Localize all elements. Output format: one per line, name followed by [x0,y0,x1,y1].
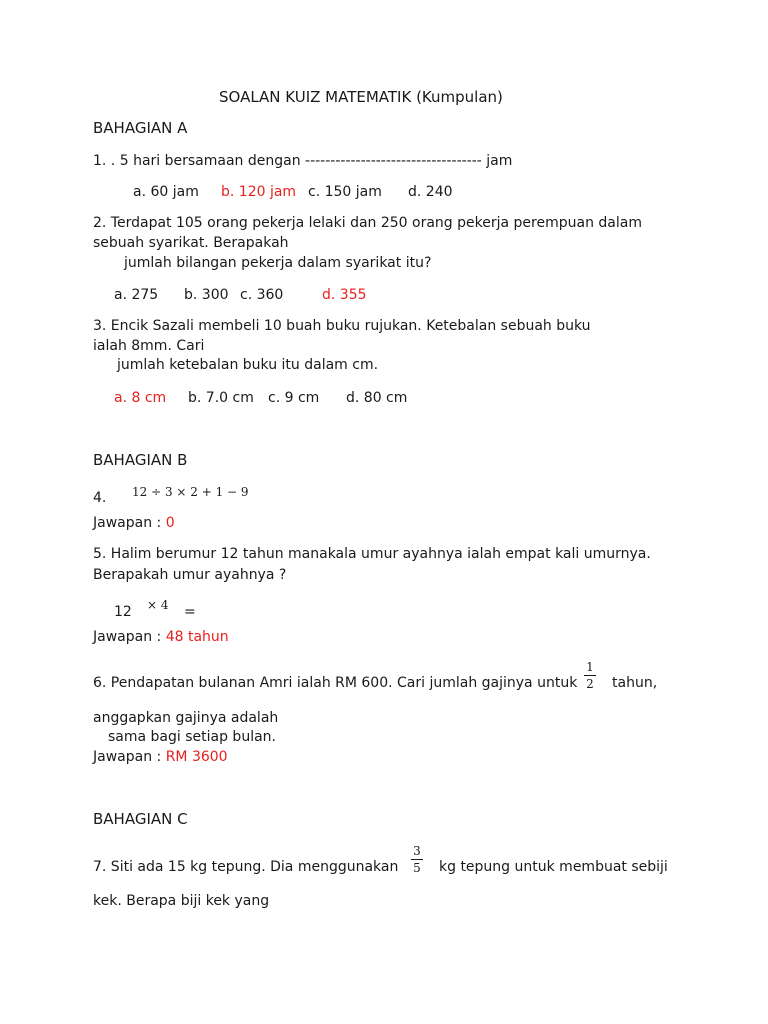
q5-expr-left: 12 [114,604,132,620]
q7-fraction-denominator: 5 [413,861,421,875]
q6-fraction-bar [584,675,596,676]
q4-expression: 12 ÷ 3 × 2 + 1 − 9 [132,485,249,499]
q5-expr-eq: = [184,604,196,620]
q6-line1-end: tahun, [612,675,658,691]
q2-line1: 2. Terdapat 105 orang pekerja lelaki dan 250 orang pekerja perempuan dalam [93,215,642,231]
q5-line1: 5. Halim berumur 12 tahun manakala umur ayahnya ialah empat kali umurnya. [93,546,651,562]
q5-answer: 48 tahun [165,629,229,645]
section-b-heading: BAHAGIAN B [93,451,188,469]
q7-line1-end: kg tepung untuk membuat sebiji [439,859,668,875]
q3-option-b: b. 7.0 cm [188,390,254,406]
q2-option-a: a. 275 [114,287,159,303]
q3-option-d: d. 80 cm [346,390,408,406]
q5-expr-op: × 4 [147,598,169,612]
q4-answer-label: Jawapan : [93,515,166,531]
q5-line2: Berapakah umur ayahnya ? [93,567,287,583]
q3-line2: ialah 8mm. Cari [93,338,205,354]
q2-line2: sebuah syarikat. Berapakah [93,235,289,251]
q1-option-a: a. 60 jam [133,184,199,200]
q4-answer-row [93,514,175,532]
q6-line1: 6. Pendapatan bulanan Amri ialah RM 600. Cari jumlah gajinya untuk [93,675,578,691]
q7-fraction [411,844,423,875]
q3-line1: 3. Encik Sazali membeli 10 buah buku rujukan. Ketebalan sebuah buku [93,318,591,334]
q6-fraction-numerator: 1 [586,660,594,674]
q6-answer-label: Jawapan : [93,749,166,765]
q2-option-c: c. 360 [240,287,284,303]
q6-line3: sama bagi setiap bulan. [108,729,276,745]
q1-text: 1. . 5 hari bersamaan dengan ----------------------------------- jam [93,153,513,169]
q7-line1: 7. Siti ada 15 kg tepung. Dia menggunakan [93,859,399,875]
q3-option-c: c. 9 cm [268,390,320,406]
q6-answer: RM 3600 [165,749,228,765]
page-title: SOALAN KUIZ MATEMATIK (Kumpulan) [219,88,503,106]
q7-fraction-bar [411,859,423,860]
q4-answer: 0 [165,515,175,531]
q7-line2: kek. Berapa biji kek yang [93,893,270,909]
q6-line2: anggapkan gajinya adalah [93,710,279,726]
q2-line3: jumlah bilangan pekerja dalam syarikat itu? [124,255,432,271]
q2-option-b: b. 300 [184,287,229,303]
section-a-heading: BAHAGIAN A [93,119,188,137]
q6-fraction-denominator: 2 [586,677,594,691]
q5-answer-row [93,628,229,646]
q1-option-b: b. 120 jam [221,184,297,200]
q1-option-c: c. 150 jam [308,184,382,200]
section-c-heading: BAHAGIAN C [93,810,188,828]
q5-answer-label: Jawapan : [93,629,166,645]
q3-line3: jumlah ketebalan buku itu dalam cm. [117,357,379,373]
q2-option-d: d. 355 [322,287,367,303]
q3-option-a: a. 8 cm [114,390,167,406]
q7-fraction-numerator: 3 [413,844,421,858]
q6-answer-row [93,748,228,766]
q1-option-d: d. 240 [408,184,453,200]
q4-number: 4. [93,490,107,506]
q6-fraction [584,660,596,691]
